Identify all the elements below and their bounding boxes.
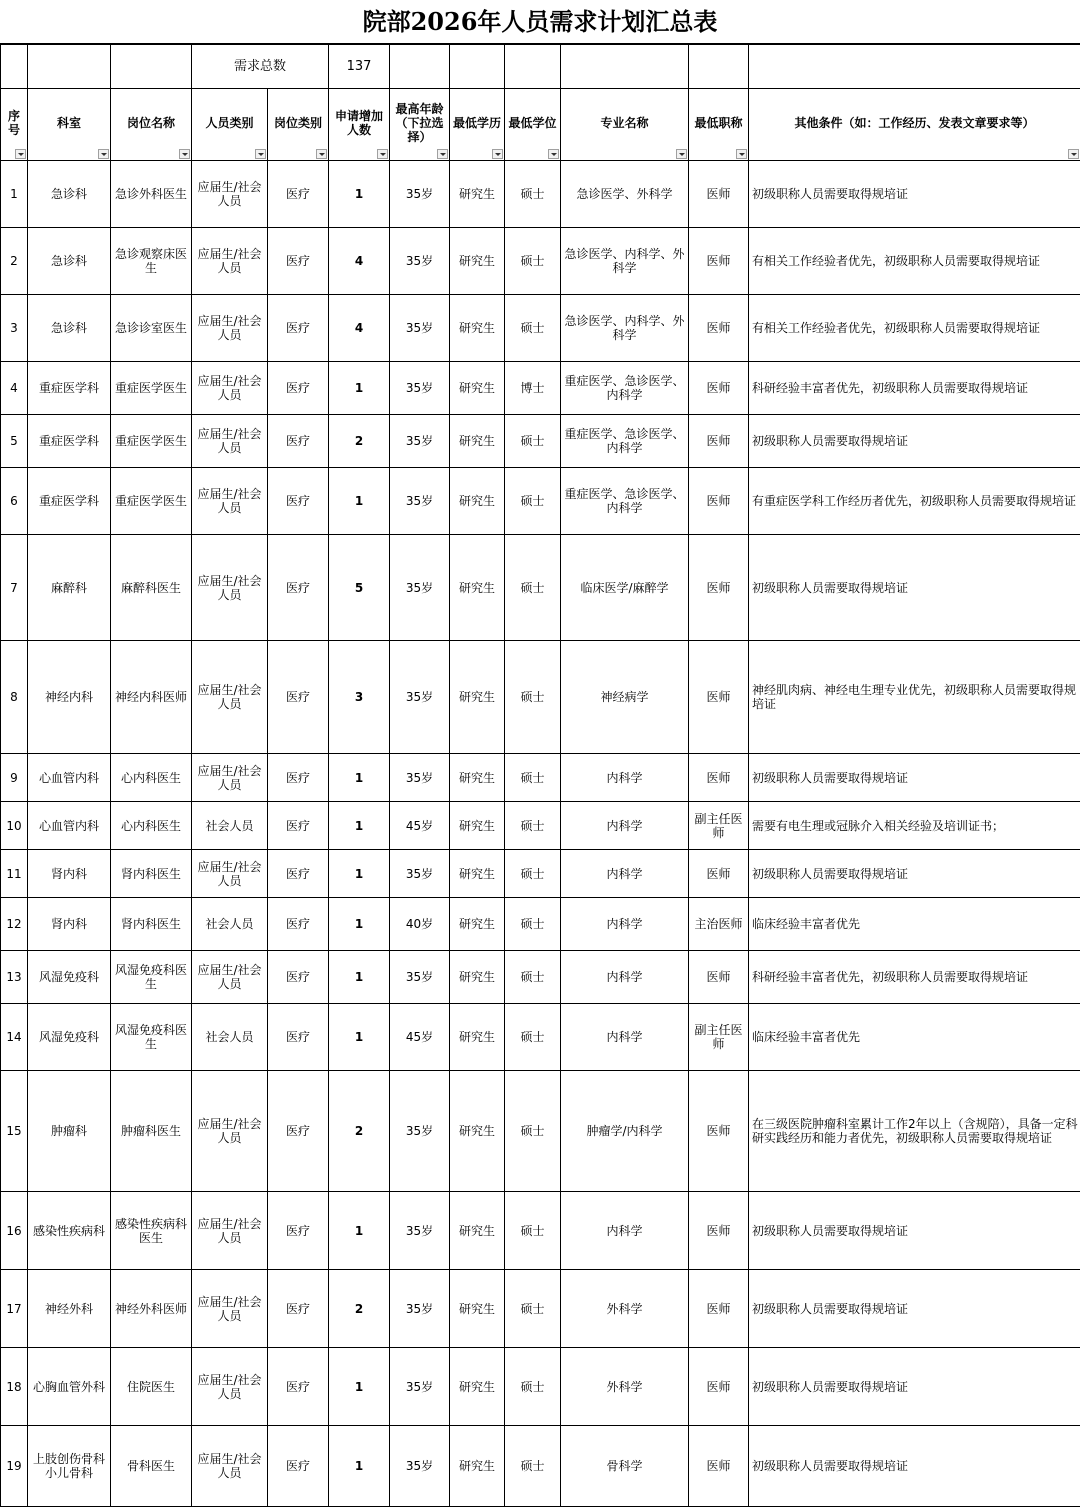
table-row [1, 362, 1080, 415]
column-header-label: 序号 [7, 108, 20, 137]
max-age-cell[interactable]: 35岁 [390, 850, 450, 898]
personnel-type-cell[interactable]: 应届生/社会人员 [192, 161, 268, 228]
other-conditions-cell[interactable]: 初级职称人员需要取得规培证 [749, 1348, 1080, 1426]
headcount-cell[interactable]: 3 [329, 641, 390, 754]
department-cell[interactable]: 肾内科 [28, 850, 111, 898]
row-number-cell[interactable]: 14 [1, 1004, 28, 1071]
personnel-type-cell[interactable]: 应届生/社会人员 [192, 1348, 268, 1426]
max-age-cell[interactable]: 35岁 [390, 951, 450, 1004]
min-degree-cell[interactable]: 硕士 [505, 1270, 561, 1348]
summary-value[interactable]: 137 [329, 45, 390, 89]
post-name-cell[interactable]: 肿瘤科医生 [111, 1071, 192, 1192]
row-number-cell[interactable]: 3 [1, 295, 28, 362]
header-row [1, 89, 1080, 161]
headcount-cell[interactable]: 1 [329, 161, 390, 228]
max-age-cell[interactable]: 35岁 [390, 1270, 450, 1348]
min-degree-cell[interactable]: 硕士 [505, 1192, 561, 1270]
min-title-cell[interactable]: 医师 [689, 1348, 749, 1426]
post-category-cell[interactable]: 医疗 [268, 641, 329, 754]
table-row [1, 951, 1080, 1004]
min-degree-cell[interactable]: 硕士 [505, 1004, 561, 1071]
column-header[interactable] [561, 89, 689, 161]
column-header[interactable] [268, 89, 329, 161]
max-age-cell[interactable]: 45岁 [390, 1004, 450, 1071]
table-row [1, 468, 1080, 535]
filter-dropdown-icon[interactable] [179, 149, 190, 159]
headcount-cell[interactable]: 4 [329, 295, 390, 362]
other-conditions-cell[interactable]: 初级职称人员需要取得规培证 [749, 754, 1080, 802]
filter-dropdown-icon[interactable] [437, 149, 448, 159]
column-header-label: 最低职称 [694, 115, 743, 130]
cell[interactable] [390, 45, 450, 89]
min-education-cell[interactable]: 研究生 [450, 1071, 505, 1192]
min-degree-cell[interactable]: 硕士 [505, 228, 561, 295]
min-education-cell[interactable]: 研究生 [450, 228, 505, 295]
filter-dropdown-icon[interactable] [548, 149, 559, 159]
min-degree-cell[interactable]: 硕士 [505, 641, 561, 754]
filter-dropdown-icon[interactable] [377, 149, 388, 159]
post-category-cell[interactable]: 医疗 [268, 1270, 329, 1348]
post-name-cell[interactable]: 住院医生 [111, 1348, 192, 1426]
personnel-type-cell[interactable]: 应届生/社会人员 [192, 295, 268, 362]
row-number-cell[interactable]: 17 [1, 1270, 28, 1348]
major-cell[interactable]: 内科学 [561, 898, 689, 951]
max-age-cell[interactable]: 35岁 [390, 641, 450, 754]
min-education-cell[interactable]: 研究生 [450, 802, 505, 850]
column-header[interactable] [28, 89, 111, 161]
max-age-cell[interactable]: 35岁 [390, 362, 450, 415]
column-header-label: 最低学位 [508, 115, 557, 130]
min-education-cell[interactable]: 研究生 [450, 1270, 505, 1348]
min-education-cell[interactable]: 研究生 [450, 295, 505, 362]
post-category-cell[interactable]: 医疗 [268, 850, 329, 898]
filter-dropdown-icon[interactable] [676, 149, 687, 159]
min-degree-cell[interactable]: 硕士 [505, 1426, 561, 1507]
column-header[interactable] [192, 89, 268, 161]
headcount-cell[interactable]: 1 [329, 1348, 390, 1426]
personnel-type-cell[interactable]: 应届生/社会人员 [192, 535, 268, 641]
min-education-cell[interactable]: 研究生 [450, 161, 505, 228]
column-header[interactable] [749, 89, 1080, 161]
filter-dropdown-icon[interactable] [255, 149, 266, 159]
department-cell[interactable]: 风湿免疫科 [28, 951, 111, 1004]
department-cell[interactable]: 上肢创伤骨科小儿骨科 [28, 1426, 111, 1507]
post-category-cell[interactable]: 医疗 [268, 802, 329, 850]
table-row [1, 228, 1080, 295]
department-cell[interactable]: 心血管内科 [28, 754, 111, 802]
department-cell[interactable]: 重症医学科 [28, 362, 111, 415]
other-conditions-cell[interactable]: 初级职称人员需要取得规培证 [749, 850, 1080, 898]
department-cell[interactable]: 重症医学科 [28, 468, 111, 535]
column-header[interactable] [689, 89, 749, 161]
headcount-cell[interactable]: 1 [329, 1192, 390, 1270]
major-cell[interactable]: 临床医学/麻醉学 [561, 535, 689, 641]
row-number-cell[interactable]: 10 [1, 802, 28, 850]
row-number-cell[interactable]: 19 [1, 1426, 28, 1507]
min-education-cell[interactable]: 研究生 [450, 641, 505, 754]
personnel-type-cell[interactable]: 社会人员 [192, 898, 268, 951]
post-name-cell[interactable]: 重症医学医生 [111, 362, 192, 415]
personnel-type-cell[interactable]: 应届生/社会人员 [192, 415, 268, 468]
other-conditions-cell[interactable]: 初级职称人员需要取得规培证 [749, 535, 1080, 641]
table-row [1, 1426, 1080, 1507]
filter-dropdown-icon[interactable] [1068, 149, 1079, 159]
other-conditions-cell[interactable]: 临床经验丰富者优先 [749, 1004, 1080, 1071]
filter-dropdown-icon[interactable] [736, 149, 747, 159]
cell[interactable] [749, 45, 1080, 89]
major-cell[interactable]: 急诊医学、内科学、外科学 [561, 295, 689, 362]
post-name-cell[interactable]: 急诊观察床医生 [111, 228, 192, 295]
post-category-cell[interactable]: 医疗 [268, 1348, 329, 1426]
row-number-cell[interactable]: 7 [1, 535, 28, 641]
max-age-cell[interactable]: 40岁 [390, 898, 450, 951]
min-education-cell[interactable]: 研究生 [450, 1004, 505, 1071]
post-name-cell[interactable]: 风湿免疫科医生 [111, 1004, 192, 1071]
other-conditions-cell[interactable]: 临床经验丰富者优先 [749, 898, 1080, 951]
headcount-cell[interactable]: 2 [329, 1071, 390, 1192]
min-degree-cell[interactable]: 硕士 [505, 161, 561, 228]
filter-dropdown-icon[interactable] [492, 149, 503, 159]
min-title-cell[interactable]: 医师 [689, 535, 749, 641]
headcount-cell[interactable]: 1 [329, 1426, 390, 1507]
min-education-cell[interactable]: 研究生 [450, 535, 505, 641]
post-category-cell[interactable]: 医疗 [268, 362, 329, 415]
personnel-type-cell[interactable]: 应届生/社会人员 [192, 1270, 268, 1348]
major-cell[interactable]: 神经病学 [561, 641, 689, 754]
post-name-cell[interactable]: 感染性疾病科医生 [111, 1192, 192, 1270]
cell[interactable] [1, 45, 28, 89]
min-degree-cell[interactable]: 博士 [505, 362, 561, 415]
column-header[interactable] [390, 89, 450, 161]
min-degree-cell[interactable]: 硕士 [505, 951, 561, 1004]
major-cell[interactable]: 急诊医学、内科学、外科学 [561, 228, 689, 295]
min-title-cell[interactable]: 医师 [689, 415, 749, 468]
personnel-type-cell[interactable]: 应届生/社会人员 [192, 1192, 268, 1270]
column-header-label: 人员类别 [205, 115, 254, 130]
min-title-cell[interactable]: 医师 [689, 1270, 749, 1348]
min-education-cell[interactable]: 研究生 [450, 850, 505, 898]
min-degree-cell[interactable]: 硕士 [505, 535, 561, 641]
min-title-cell[interactable]: 医师 [689, 468, 749, 535]
headcount-cell[interactable]: 2 [329, 415, 390, 468]
min-title-cell[interactable]: 医师 [689, 754, 749, 802]
major-cell[interactable]: 内科学 [561, 754, 689, 802]
row-number-cell[interactable]: 16 [1, 1192, 28, 1270]
max-age-cell[interactable]: 45岁 [390, 802, 450, 850]
table-row [1, 1004, 1080, 1071]
personnel-type-cell[interactable]: 应届生/社会人员 [192, 468, 268, 535]
row-number-cell[interactable]: 6 [1, 468, 28, 535]
row-number-cell[interactable]: 9 [1, 754, 28, 802]
other-conditions-cell[interactable]: 有相关工作经验者优先，初级职称人员需要取得规培证 [749, 295, 1080, 362]
other-conditions-cell[interactable]: 神经肌肉病、神经电生理专业优先，初级职称人员需要取得规培证 [749, 641, 1080, 754]
post-name-cell[interactable]: 肾内科医生 [111, 898, 192, 951]
cell[interactable] [561, 45, 689, 89]
min-title-cell[interactable]: 主治医师 [689, 898, 749, 951]
min-degree-cell[interactable]: 硕士 [505, 850, 561, 898]
department-cell[interactable]: 麻醉科 [28, 535, 111, 641]
column-header[interactable] [1, 89, 28, 161]
department-cell[interactable]: 心胸血管外科 [28, 1348, 111, 1426]
min-education-cell[interactable]: 研究生 [450, 415, 505, 468]
column-header-label: 最低学历 [453, 115, 502, 130]
min-title-cell[interactable]: 医师 [689, 951, 749, 1004]
other-conditions-cell[interactable]: 在三级医院肿瘤科室累计工作2年以上（含规陪），具备一定科研实践经历和能力者优先，初级职称人员需要取得规培证 [749, 1071, 1080, 1192]
cell[interactable] [28, 45, 111, 89]
personnel-type-cell[interactable]: 应届生/社会人员 [192, 951, 268, 1004]
max-age-cell[interactable]: 35岁 [390, 468, 450, 535]
row-number-cell[interactable]: 11 [1, 850, 28, 898]
row-number-cell[interactable]: 18 [1, 1348, 28, 1426]
headcount-cell[interactable]: 1 [329, 951, 390, 1004]
summary-row [1, 45, 1080, 89]
major-cell[interactable]: 内科学 [561, 1004, 689, 1071]
min-title-cell[interactable]: 医师 [689, 295, 749, 362]
headcount-cell[interactable]: 1 [329, 362, 390, 415]
column-header[interactable] [505, 89, 561, 161]
column-header[interactable] [450, 89, 505, 161]
table-row [1, 415, 1080, 468]
post-name-cell[interactable]: 重症医学医生 [111, 468, 192, 535]
column-header-label: 科室 [56, 115, 81, 130]
min-degree-cell[interactable]: 硕士 [505, 295, 561, 362]
min-title-cell[interactable]: 医师 [689, 362, 749, 415]
post-name-cell[interactable]: 神经内科医师 [111, 641, 192, 754]
row-number-cell[interactable]: 2 [1, 228, 28, 295]
post-name-cell[interactable]: 心内科医生 [111, 802, 192, 850]
other-conditions-cell[interactable]: 初级职称人员需要取得规培证 [749, 161, 1080, 228]
max-age-cell[interactable]: 35岁 [390, 1071, 450, 1192]
min-education-cell[interactable]: 研究生 [450, 898, 505, 951]
headcount-cell[interactable]: 1 [329, 898, 390, 951]
cell[interactable] [111, 45, 192, 89]
row-number-cell[interactable]: 4 [1, 362, 28, 415]
filter-dropdown-icon[interactable] [98, 149, 109, 159]
post-category-cell[interactable]: 医疗 [268, 898, 329, 951]
table-row [1, 850, 1080, 898]
personnel-type-cell[interactable]: 应届生/社会人员 [192, 641, 268, 754]
headcount-cell[interactable]: 1 [329, 468, 390, 535]
other-conditions-cell[interactable]: 初级职称人员需要取得规培证 [749, 1270, 1080, 1348]
min-title-cell[interactable]: 医师 [689, 228, 749, 295]
table-row [1, 641, 1080, 754]
post-name-cell[interactable]: 重症医学医生 [111, 415, 192, 468]
major-cell[interactable]: 内科学 [561, 1192, 689, 1270]
department-cell[interactable]: 神经内科 [28, 641, 111, 754]
personnel-type-cell[interactable]: 应届生/社会人员 [192, 228, 268, 295]
min-degree-cell[interactable]: 硕士 [505, 415, 561, 468]
personnel-type-cell[interactable]: 应届生/社会人员 [192, 362, 268, 415]
min-degree-cell[interactable]: 硕士 [505, 754, 561, 802]
min-title-cell[interactable]: 医师 [689, 1192, 749, 1270]
row-number-cell[interactable]: 1 [1, 161, 28, 228]
filter-dropdown-icon[interactable] [316, 149, 327, 159]
major-cell[interactable]: 外科学 [561, 1270, 689, 1348]
max-age-cell[interactable]: 35岁 [390, 754, 450, 802]
post-category-cell[interactable]: 医疗 [268, 415, 329, 468]
post-category-cell[interactable]: 医疗 [268, 1004, 329, 1071]
table-row [1, 1348, 1080, 1426]
major-cell[interactable]: 外科学 [561, 1348, 689, 1426]
department-cell[interactable]: 肾内科 [28, 898, 111, 951]
min-title-cell[interactable]: 医师 [689, 850, 749, 898]
department-cell[interactable]: 急诊科 [28, 295, 111, 362]
post-category-cell[interactable]: 医疗 [268, 1426, 329, 1507]
personnel-type-cell[interactable]: 社会人员 [192, 802, 268, 850]
column-header[interactable] [111, 89, 192, 161]
other-conditions-cell[interactable]: 初级职称人员需要取得规培证 [749, 1426, 1080, 1507]
table-row [1, 295, 1080, 362]
headcount-cell[interactable]: 1 [329, 850, 390, 898]
department-cell[interactable]: 肿瘤科 [28, 1071, 111, 1192]
row-number-cell[interactable]: 13 [1, 951, 28, 1004]
min-education-cell[interactable]: 研究生 [450, 951, 505, 1004]
headcount-cell[interactable]: 2 [329, 1270, 390, 1348]
department-cell[interactable]: 急诊科 [28, 228, 111, 295]
major-cell[interactable]: 内科学 [561, 850, 689, 898]
min-title-cell[interactable]: 医师 [689, 641, 749, 754]
min-degree-cell[interactable]: 硕士 [505, 1071, 561, 1192]
column-header-label: 岗位类别 [274, 115, 323, 130]
major-cell[interactable]: 内科学 [561, 802, 689, 850]
min-degree-cell[interactable]: 硕士 [505, 898, 561, 951]
cell[interactable] [505, 45, 561, 89]
cell[interactable] [689, 45, 749, 89]
table-row [1, 161, 1080, 228]
row-number-cell[interactable]: 12 [1, 898, 28, 951]
max-age-cell[interactable]: 35岁 [390, 228, 450, 295]
department-cell[interactable]: 急诊科 [28, 161, 111, 228]
major-cell[interactable]: 重症医学、急诊医学、内科学 [561, 362, 689, 415]
headcount-cell[interactable]: 1 [329, 1004, 390, 1071]
headcount-cell[interactable]: 1 [329, 754, 390, 802]
table-row [1, 535, 1080, 641]
min-degree-cell[interactable]: 硕士 [505, 468, 561, 535]
row-number-cell[interactable]: 15 [1, 1071, 28, 1192]
post-category-cell[interactable]: 医疗 [268, 754, 329, 802]
personnel-type-cell[interactable]: 应届生/社会人员 [192, 754, 268, 802]
min-education-cell[interactable]: 研究生 [450, 362, 505, 415]
major-cell[interactable]: 骨科学 [561, 1426, 689, 1507]
post-name-cell[interactable]: 神经外科医师 [111, 1270, 192, 1348]
min-title-cell[interactable]: 副主任医师 [689, 1004, 749, 1071]
headcount-cell[interactable]: 1 [329, 802, 390, 850]
row-number-cell[interactable]: 5 [1, 415, 28, 468]
post-name-cell[interactable]: 肾内科医生 [111, 850, 192, 898]
table-row [1, 802, 1080, 850]
post-name-cell[interactable]: 心内科医生 [111, 754, 192, 802]
table-row [1, 1270, 1080, 1348]
max-age-cell[interactable]: 35岁 [390, 295, 450, 362]
post-category-cell[interactable]: 医疗 [268, 1192, 329, 1270]
column-header-label: 专业名称 [600, 115, 649, 130]
other-conditions-cell[interactable]: 科研经验丰富者优先，初级职称人员需要取得规培证 [749, 951, 1080, 1004]
major-cell[interactable]: 急诊医学、外科学 [561, 161, 689, 228]
column-header[interactable] [329, 89, 390, 161]
other-conditions-cell[interactable]: 有相关工作经验者优先，初级职称人员需要取得规培证 [749, 228, 1080, 295]
post-name-cell[interactable]: 急诊诊室医生 [111, 295, 192, 362]
min-degree-cell[interactable]: 硕士 [505, 802, 561, 850]
headcount-cell[interactable]: 4 [329, 228, 390, 295]
post-name-cell[interactable]: 急诊外科医生 [111, 161, 192, 228]
filter-dropdown-icon[interactable] [15, 149, 26, 159]
row-number-cell[interactable]: 8 [1, 641, 28, 754]
department-cell[interactable]: 神经外科 [28, 1270, 111, 1348]
min-education-cell[interactable]: 研究生 [450, 1348, 505, 1426]
department-cell[interactable]: 感染性疾病科 [28, 1192, 111, 1270]
min-education-cell[interactable]: 研究生 [450, 1192, 505, 1270]
major-cell[interactable]: 肿瘤学/内科学 [561, 1071, 689, 1192]
min-education-cell[interactable]: 研究生 [450, 754, 505, 802]
post-category-cell[interactable]: 医疗 [268, 1071, 329, 1192]
post-category-cell[interactable]: 医疗 [268, 228, 329, 295]
column-header-label: 申请增加人数 [335, 108, 384, 137]
min-title-cell[interactable]: 副主任医师 [689, 802, 749, 850]
department-cell[interactable]: 重症医学科 [28, 415, 111, 468]
personnel-type-cell[interactable]: 应届生/社会人员 [192, 1071, 268, 1192]
post-name-cell[interactable]: 麻醉科医生 [111, 535, 192, 641]
post-name-cell[interactable]: 风湿免疫科医生 [111, 951, 192, 1004]
sheet-title: 院部2026年人员需求计划汇总表 [0, 0, 1080, 44]
other-conditions-cell[interactable]: 初级职称人员需要取得规培证 [749, 1192, 1080, 1270]
post-category-cell[interactable]: 医疗 [268, 535, 329, 641]
department-cell[interactable]: 风湿免疫科 [28, 1004, 111, 1071]
min-title-cell[interactable]: 医师 [689, 1071, 749, 1192]
table-row [1, 898, 1080, 951]
post-category-cell[interactable]: 医疗 [268, 468, 329, 535]
max-age-cell[interactable]: 35岁 [390, 535, 450, 641]
major-cell[interactable]: 重症医学、急诊医学、内科学 [561, 415, 689, 468]
personnel-type-cell[interactable]: 应届生/社会人员 [192, 850, 268, 898]
table-row [1, 1071, 1080, 1192]
headcount-cell[interactable]: 5 [329, 535, 390, 641]
post-category-cell[interactable]: 医疗 [268, 161, 329, 228]
other-conditions-cell[interactable]: 科研经验丰富者优先，初级职称人员需要取得规培证 [749, 362, 1080, 415]
other-conditions-cell[interactable]: 有重症医学科工作经历者优先，初级职称人员需要取得规培证 [749, 468, 1080, 535]
min-education-cell[interactable]: 研究生 [450, 1426, 505, 1507]
column-header-label: 其他条件（如：工作经历、发表文章要求等） [794, 115, 1035, 130]
other-conditions-cell[interactable]: 需要有电生理或冠脉介入相关经验及培训证书； [749, 802, 1080, 850]
personnel-type-cell[interactable]: 应届生/社会人员 [192, 1426, 268, 1507]
table-row [1, 754, 1080, 802]
major-cell[interactable]: 内科学 [561, 951, 689, 1004]
table-row [1, 1192, 1080, 1270]
column-header-label: 最高年龄（下拉选择） [395, 101, 444, 144]
post-category-cell[interactable]: 医疗 [268, 295, 329, 362]
post-category-cell[interactable]: 医疗 [268, 951, 329, 1004]
department-cell[interactable]: 心血管内科 [28, 802, 111, 850]
max-age-cell[interactable]: 35岁 [390, 1348, 450, 1426]
summary-label[interactable]: 需求总数 [192, 45, 329, 89]
demand-table [0, 44, 1080, 1507]
min-degree-cell[interactable]: 硕士 [505, 1348, 561, 1426]
min-title-cell[interactable]: 医师 [689, 161, 749, 228]
cell[interactable] [450, 45, 505, 89]
max-age-cell[interactable]: 35岁 [390, 1426, 450, 1507]
post-name-cell[interactable]: 骨科医生 [111, 1426, 192, 1507]
major-cell[interactable]: 重症医学、急诊医学、内科学 [561, 468, 689, 535]
column-header-label: 岗位名称 [126, 115, 175, 130]
max-age-cell[interactable]: 35岁 [390, 415, 450, 468]
min-education-cell[interactable]: 研究生 [450, 468, 505, 535]
personnel-type-cell[interactable]: 社会人员 [192, 1004, 268, 1071]
max-age-cell[interactable]: 35岁 [390, 1192, 450, 1270]
max-age-cell[interactable]: 35岁 [390, 161, 450, 228]
min-title-cell[interactable]: 医师 [689, 1426, 749, 1507]
other-conditions-cell[interactable]: 初级职称人员需要取得规培证 [749, 415, 1080, 468]
